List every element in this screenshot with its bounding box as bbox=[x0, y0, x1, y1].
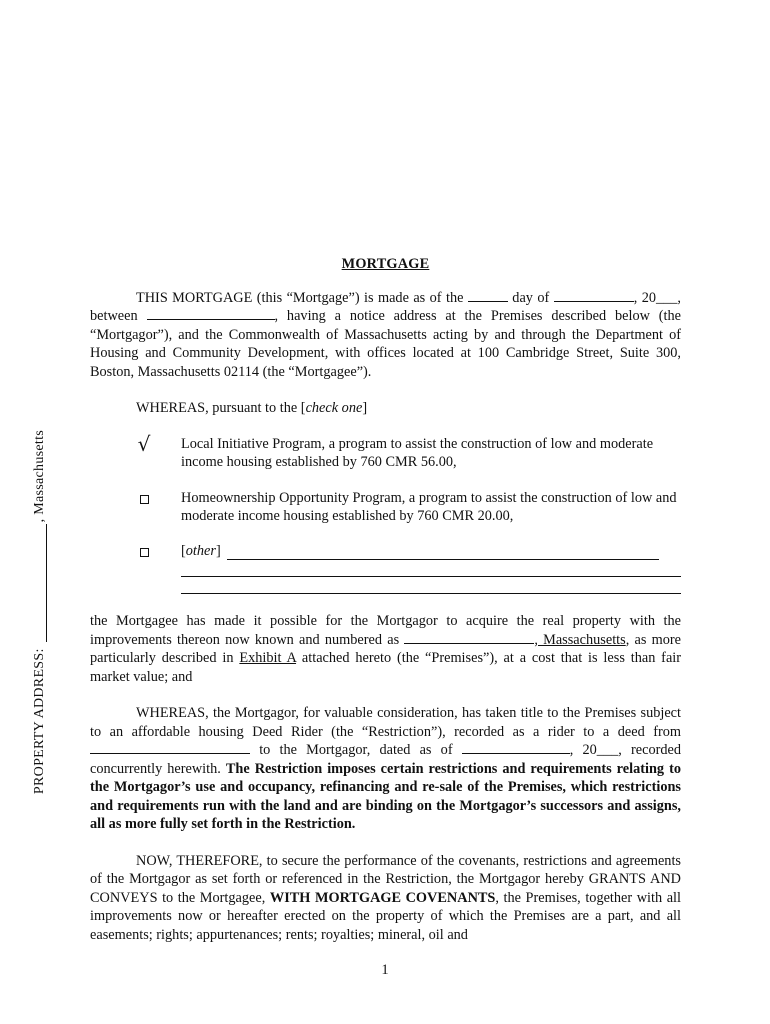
option-homeownership-text: Homeownership Opportunity Program, a program to assist the construction of low and moderate income housing established by 760 CMR 20.00, bbox=[181, 489, 677, 524]
checkbox-icon bbox=[140, 548, 149, 557]
other-bracket-open: [ bbox=[181, 542, 186, 559]
mortgagor-name-blank[interactable] bbox=[147, 307, 275, 320]
opening-text-c: , bbox=[633, 289, 638, 306]
premises-text-e: attached hereto (the “Premises”), at a cost that is less than fair market value; and bbox=[90, 650, 682, 685]
deed-date-blank[interactable] bbox=[462, 741, 570, 754]
grant-text-a: NOW, THEREFORE, to secure the performance of the covenants, restrictions and agreements of the Mortgagor as set forth or referenced in the Restriction, the Mortgagor hereby GRANTS AND CONVEYS to the Mortgagee, bbox=[90, 852, 681, 906]
whereas-check-one: check one bbox=[305, 400, 363, 416]
grant-text-c: , the Premises, together with all improvements now or hereafter erected on the property of which the Premises are a part, and all easements; rights; appurtenances; rents; royalties; mineral, oil and bbox=[90, 889, 681, 943]
month-blank[interactable] bbox=[554, 289, 634, 302]
option-other bbox=[90, 542, 681, 595]
opening-text-d: 20___, between bbox=[90, 289, 682, 324]
option-local-initiative bbox=[90, 431, 681, 472]
mortgage-covenants-bold: WITH MORTGAGE COVENANTS bbox=[269, 889, 496, 906]
now-therefore-paragraph bbox=[90, 852, 681, 945]
opening-text-b: day of bbox=[512, 289, 550, 306]
day-blank[interactable] bbox=[468, 289, 508, 302]
option-homeownership bbox=[90, 489, 681, 526]
grantor-blank[interactable] bbox=[90, 741, 250, 754]
other-blank-2[interactable] bbox=[181, 560, 681, 577]
opening-paragraph bbox=[90, 289, 681, 382]
title-text-b: to the Mortgagor, dated as of bbox=[259, 742, 453, 758]
document-title: MORTGAGE bbox=[341, 256, 430, 272]
opening-text-a: THIS MORTGAGE (this “Mortgage”) is made as of the bbox=[136, 289, 464, 306]
other-line-1 bbox=[181, 542, 681, 561]
document-body bbox=[90, 255, 681, 944]
property-address-blank[interactable] bbox=[34, 524, 47, 642]
property-address-suffix: , Massachusetts bbox=[32, 429, 47, 523]
premises-text-c: , as more particularly described in bbox=[90, 631, 681, 666]
restriction-bold-text: The Restriction imposes certain restrictions and requirements relating to the Mortgagor’s use and occupancy, refinancing and re-sale of the Premises, which restrictions and requirements run with the land and are binding on the Mortgagor’s successors and assigns, all as more fully set forth in the Restriction. bbox=[90, 760, 681, 832]
other-bracket-close: ] bbox=[215, 542, 221, 559]
whereas-text-a: WHEREAS, pursuant to the [ bbox=[136, 400, 306, 416]
whereas-title-paragraph bbox=[90, 704, 681, 834]
property-address-margin-label bbox=[22, 372, 58, 852]
premises-text-a: the Mortgagee has made it possible for the Mortgagor to acquire the real property with the improvements thereon now known and numbered as bbox=[90, 613, 681, 648]
other-checkbox[interactable] bbox=[134, 542, 154, 563]
title-text-a: WHEREAS, the Mortgagor, for valuable consideration, has taken title to the Premises subject to an affordable housing Deed Rider (the “Restriction”), recorded as a rider to a deed from bbox=[90, 705, 681, 740]
opening-text-e: , having a notice address at the Premises described below (the “Mortgagor”), and the Commonwealth of Massachusetts acting by and through the Department of Housing and Community Development, with offices located at 100 Cambridge Street, Suite 300, Boston, Massachusetts 02114 (the “Mortgagee”). bbox=[90, 308, 681, 380]
option-local-initiative-text: Local Initiative Program, a program to assist the construction of low and moderate income housing established by 760 CMR 56.00, bbox=[181, 435, 654, 470]
other-blank-1[interactable] bbox=[227, 547, 659, 560]
page-number: 1 bbox=[381, 962, 389, 978]
whereas-program-paragraph bbox=[90, 399, 681, 418]
whereas-text-c: ] bbox=[362, 400, 368, 416]
property-address-label: PROPERTY ADDRESS: bbox=[32, 648, 47, 795]
homeownership-checkbox[interactable] bbox=[134, 489, 154, 510]
other-blank-3[interactable] bbox=[181, 577, 681, 594]
premises-paragraph bbox=[90, 612, 681, 686]
title-text-c: , 20___, recorded concurrently herewith. bbox=[90, 742, 682, 777]
exhibit-a-reference[interactable]: Exhibit A bbox=[239, 650, 297, 666]
checkbox-icon bbox=[140, 495, 149, 504]
checkmark-icon[interactable]: √ bbox=[137, 431, 151, 456]
premises-massachusetts: , Massachusetts bbox=[534, 631, 626, 648]
property-number-blank[interactable] bbox=[404, 631, 534, 644]
other-label: other bbox=[185, 542, 216, 559]
